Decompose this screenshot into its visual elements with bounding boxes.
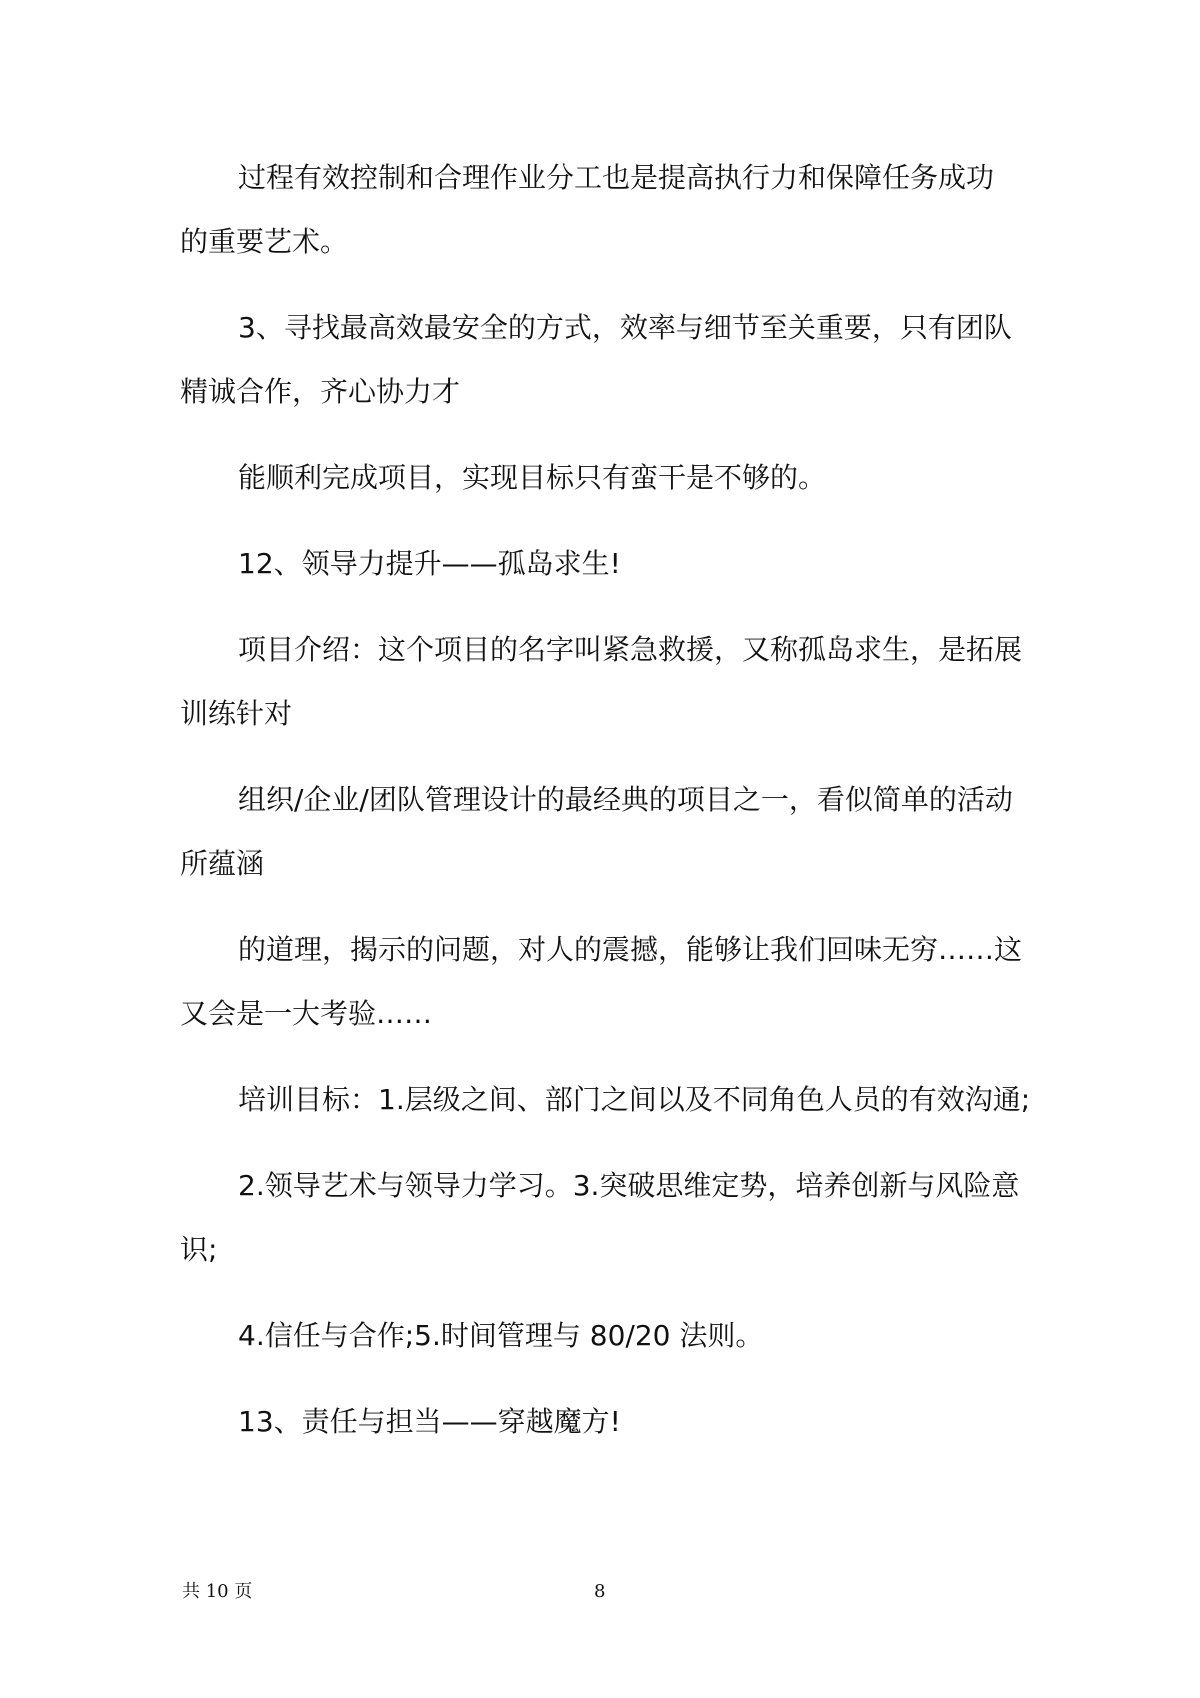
paragraph-item-3 (180, 296, 1030, 424)
text-line: 能顺利完成项目，实现目标只有蛮干是不够的。 (238, 461, 827, 494)
text-line: 精诚合作，齐心协力才 (180, 375, 461, 408)
text-line: 项目介绍：这个项目的名字叫紧急救援，又称孤岛求生，是拓展 (238, 633, 1023, 666)
text-line: 训练针对 (180, 697, 293, 730)
text-line: 3、寻找最高效最安全的方式，效率与细节至关重要，只有团队 (238, 311, 1012, 344)
text-line: 又会是一大考验…… (180, 997, 433, 1030)
footer-page-number: 8 (594, 1581, 606, 1602)
text-line: 组织/企业/团队管理设计的最经典的项目之一，看似简单的活动 (238, 783, 1013, 816)
text-line: 过程有效控制和合理作业分工也是提高执行力和保障任务成功 (238, 161, 995, 194)
text-line: 识; (180, 1233, 218, 1266)
paragraph-process-control (180, 146, 1030, 274)
text-line: 的道理，揭示的问题，对人的震撼，能够让我们回味无穷……这 (238, 933, 1023, 966)
text-line: 13、责任与担当——穿越魔方! (238, 1405, 621, 1438)
paragraph-reasoning (180, 918, 1030, 1046)
footer-total-pages: 共 10 页 (182, 1581, 253, 1602)
text-line: 的重要艺术。 (180, 225, 349, 258)
paragraph-project-intro (180, 618, 1030, 746)
paragraph-classic-project (180, 768, 1030, 896)
heading-item-13 (180, 1390, 1030, 1454)
text-line: 所蕴涵 (180, 847, 265, 880)
paragraph-goals-2-3 (180, 1154, 1030, 1282)
text-line: 12、领导力提升——孤岛求生! (238, 547, 621, 580)
text-line: 4.信任与合作;5.时间管理与 80/20 法则。 (238, 1319, 764, 1352)
text-line: 培训目标：1.层级之间、部门之间以及不同角色人员的有效沟通; (238, 1083, 1031, 1116)
text-line: 2.领导艺术与领导力学习。3.突破思维定势，培养创新与风险意 (238, 1169, 1020, 1202)
heading-item-12 (180, 532, 1030, 596)
paragraph-training-goals (180, 1068, 1030, 1132)
paragraph-goals-4-5 (180, 1304, 1030, 1368)
paragraph-complete-project (180, 446, 1030, 510)
